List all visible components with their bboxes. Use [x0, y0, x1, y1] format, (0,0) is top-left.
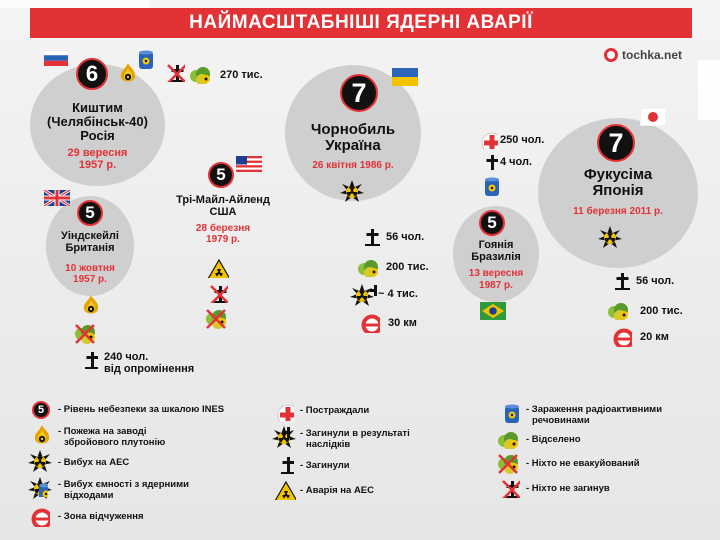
legend-npp-accident-icon — [274, 480, 296, 500]
chernobyl-died: 56 чол. — [386, 231, 425, 243]
chernobyl-name-1: Чорнобиль — [310, 121, 396, 138]
goiania-died: 4 чол. — [500, 156, 533, 168]
source-logo — [604, 48, 682, 62]
evacuated-people-icon — [356, 257, 382, 277]
evacuated-people-icon — [73, 322, 99, 344]
kyshtym-name-3: Росія — [80, 128, 115, 143]
npp-accident-icon — [207, 258, 229, 278]
goiania-date-1: 13 вересня — [468, 268, 524, 279]
legend-consequences-label-1: - Загинули в результаті — [300, 428, 410, 439]
legend-nobody-evacuated-icon — [496, 452, 522, 474]
chernobyl-name-2: Україна — [325, 137, 381, 154]
windscale-date-2: 1957 р. — [73, 274, 107, 285]
fukushima-name-1: Фукусіма — [583, 166, 653, 183]
kyshtym-level-badge: 6 — [76, 58, 108, 90]
legend-died-icon — [276, 454, 294, 474]
legend-died-consequences-cross-icon — [276, 424, 290, 438]
tmi-date-1: 28 березня — [195, 223, 251, 234]
source-name: tochka.net — [622, 48, 683, 62]
legend-contamination-icon — [500, 402, 520, 426]
chernobyl-zone: 30 км — [388, 317, 417, 329]
tmi-level-badge: 5 — [208, 162, 234, 188]
fukushima-zone: 20 км — [640, 331, 669, 343]
windscale-name-1: Уіндскейлі — [61, 230, 119, 242]
windscale-date-1: 10 жовтня — [65, 263, 115, 274]
goiania-name-1: Гоянія — [478, 239, 514, 251]
contamination-barrel-icon — [480, 175, 502, 201]
nobody-died-icon — [208, 283, 228, 303]
tmi-date-2: 1979 р. — [206, 234, 240, 245]
legend-waste-label-2: відходами — [64, 490, 114, 501]
npp-explosion-icon — [598, 226, 630, 258]
died-cross-icon — [165, 62, 185, 82]
russia-flag-icon — [44, 50, 68, 66]
npp-explosion-icon — [340, 180, 372, 212]
legend-contamination-label-2: речовинами — [532, 415, 590, 426]
evacuated-people-icon — [606, 300, 632, 320]
legend-zone-label: - Зона відчуження — [58, 511, 144, 522]
evacuated-people-icon — [188, 64, 212, 84]
legend-plutonium-label-1: - Пожежа на заводі — [58, 426, 147, 437]
injured-redcross-icon — [480, 131, 498, 149]
chernobyl-died-after: ~ 4 тис. — [378, 288, 418, 300]
chernobyl-level-badge: 7 — [340, 74, 378, 112]
waste-barrel-icon — [134, 48, 156, 70]
legend-injured-icon — [276, 403, 294, 421]
kyshtym-name-1: Киштим — [72, 100, 123, 115]
brazil-flag-icon — [480, 302, 506, 320]
page-title: НАЙМАСШТАБНІШІ ЯДЕРНІ АВАРІЇ — [189, 12, 533, 33]
ukraine-flag-icon — [392, 68, 418, 86]
goiania-level-badge: 5 — [479, 210, 505, 236]
title-banner — [30, 8, 692, 38]
legend-contamination-label-1: - Зараження радіоактивними — [526, 404, 663, 415]
legend-plutonium-label-2: збройового плутонію — [64, 437, 166, 448]
nobody-evacuated-icon — [204, 307, 230, 329]
died-cross-icon — [480, 152, 498, 170]
legend-evacuated-icon — [496, 429, 522, 449]
died-cross-icon — [363, 282, 377, 296]
legend-npp-accident-label: - Аварія на АЕС — [300, 485, 375, 496]
legend-waste-barrel-icon — [34, 481, 48, 497]
exclusion-zone-icon — [612, 327, 632, 347]
legend-nobody-died-label: - Ніхто не загинув — [526, 483, 610, 494]
legend-plutonium-fire-icon — [30, 424, 52, 446]
windscale-died: 240 чол. — [104, 351, 149, 363]
legend-level-badge: 5 — [32, 401, 50, 419]
goiania-date-2: 1987 р. — [479, 280, 513, 291]
legend-level-label: - Рівень небезпеки за шкалою INES — [58, 404, 225, 415]
chernobyl-evacuated: 200 тис. — [386, 261, 429, 273]
kyshtym-name-2: (Челябінськ-40) — [47, 114, 148, 129]
windscale-died-cause: від опромінення — [104, 363, 195, 375]
died-cross-icon — [80, 349, 98, 369]
legend-injured-label: - Постраждали — [300, 405, 370, 416]
legend-npp-explosion-icon — [28, 450, 52, 474]
legend-consequences-label-2: наслідків — [306, 439, 351, 450]
usa-flag-icon — [236, 156, 262, 172]
tmi-name-2: США — [209, 206, 237, 218]
japan-flag-icon — [640, 108, 666, 126]
died-cross-icon — [360, 226, 380, 246]
kyshtym-evacuated: 270 тис. — [220, 69, 263, 81]
background-panel — [0, 0, 150, 8]
goiania-name-2: Бразилія — [471, 251, 521, 263]
fukushima-died: 56 чол. — [636, 275, 675, 287]
goiania-injured: 250 чол. — [500, 134, 545, 146]
fukushima-level-badge: 7 — [597, 124, 635, 162]
legend-died-label: - Загинули — [300, 460, 350, 471]
exclusion-zone-icon — [360, 313, 380, 333]
kyshtym-date-2: 1957 р. — [78, 159, 117, 171]
kyshtym-date-1: 29 вересня — [67, 147, 128, 159]
windscale-level-badge: 5 — [77, 200, 103, 226]
windscale-name-2: Британія — [65, 242, 115, 254]
died-cross-icon — [610, 270, 630, 290]
legend-evacuated-label: - Відселено — [526, 434, 581, 445]
fukushima-evacuated: 200 тис. — [640, 305, 683, 317]
tmi-name-1: Трі-Майл-Айленд — [176, 194, 270, 206]
plutonium-fire-icon — [79, 294, 101, 316]
legend-nobody-evacuated-label: - Ніхто не евакуйований — [526, 458, 640, 469]
legend-waste-label-1: - Вибух ємності з ядерними — [58, 479, 189, 490]
legend-nobody-died-icon — [500, 478, 520, 498]
fukushima-name-2: Японія — [592, 182, 644, 199]
legend-exclusion-zone-icon — [30, 507, 50, 527]
fukushima-date: 11 березня 2011 р. — [573, 206, 663, 217]
uk-flag-icon — [44, 190, 70, 206]
legend-npp-explosion-label: - Вибух на АЕС — [58, 457, 130, 468]
chernobyl-date: 26 квітня 1986 р. — [312, 160, 394, 171]
background-panel — [698, 60, 720, 120]
tochka-logo-icon — [604, 48, 618, 62]
